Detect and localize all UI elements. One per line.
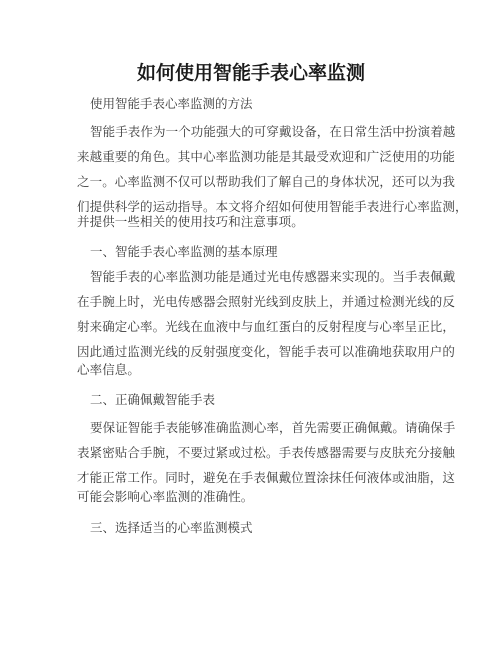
section1-line: 射来确定心率。光线在血液中与血红蛋白的反射程度与心率呈正比，: [77, 319, 456, 334]
intro-line: 们提供科学的运动指导。本文将介绍如何使用智能手表进行心率监测，: [77, 199, 468, 214]
section1-line: 在手腕上时，光电传感器会照射光线到皮肤上，并通过检测光线的反: [77, 294, 456, 309]
document-subtitle: 使用智能手表心率监测的方法: [90, 96, 253, 111]
section2-line: 表紧密贴合手腕，不要过紧或过松。手表传感器需要与皮肤充分接触: [77, 445, 456, 460]
section2-line: 可能会影响心率监测的准确性。: [77, 489, 254, 504]
intro-line: 来越重要的角色。其中心率监测功能是其最受欢迎和广泛使用的功能: [77, 149, 456, 164]
section1-line: 因此通过监测光线的反射强度变化，智能手表可以准确地获取用户的: [77, 344, 456, 359]
section-heading-3: 三、选择适当的心率监测模式: [90, 520, 253, 535]
section1-line: 心率信息。: [77, 362, 141, 377]
section2-line: 要保证智能手表能够准确监测心率，首先需要正确佩戴。请确保手: [90, 420, 456, 435]
intro-line: 之一。心率监测不仅可以帮助我们了解自己的身体状况，还可以为我: [77, 174, 456, 189]
intro-line: 智能手表作为一个功能强大的可穿戴设备，在日常生活中扮演着越: [90, 124, 456, 139]
section-heading-1: 一、智能手表心率监测的基本原理: [90, 244, 278, 259]
page-title: 如何使用智能手表心率监测: [136, 62, 365, 84]
section2-line: 才能正常工作。同时，避免在手表佩戴位置涂抹任何液体或油脂，这: [77, 470, 456, 485]
intro-line: 并提供一些相关的使用技巧和注意事项。: [77, 214, 304, 229]
section-heading-2: 二、正确佩戴智能手表: [90, 392, 216, 407]
section1-line: 智能手表的心率监测功能是通过光电传感器来实现的。当手表佩戴: [90, 269, 456, 284]
